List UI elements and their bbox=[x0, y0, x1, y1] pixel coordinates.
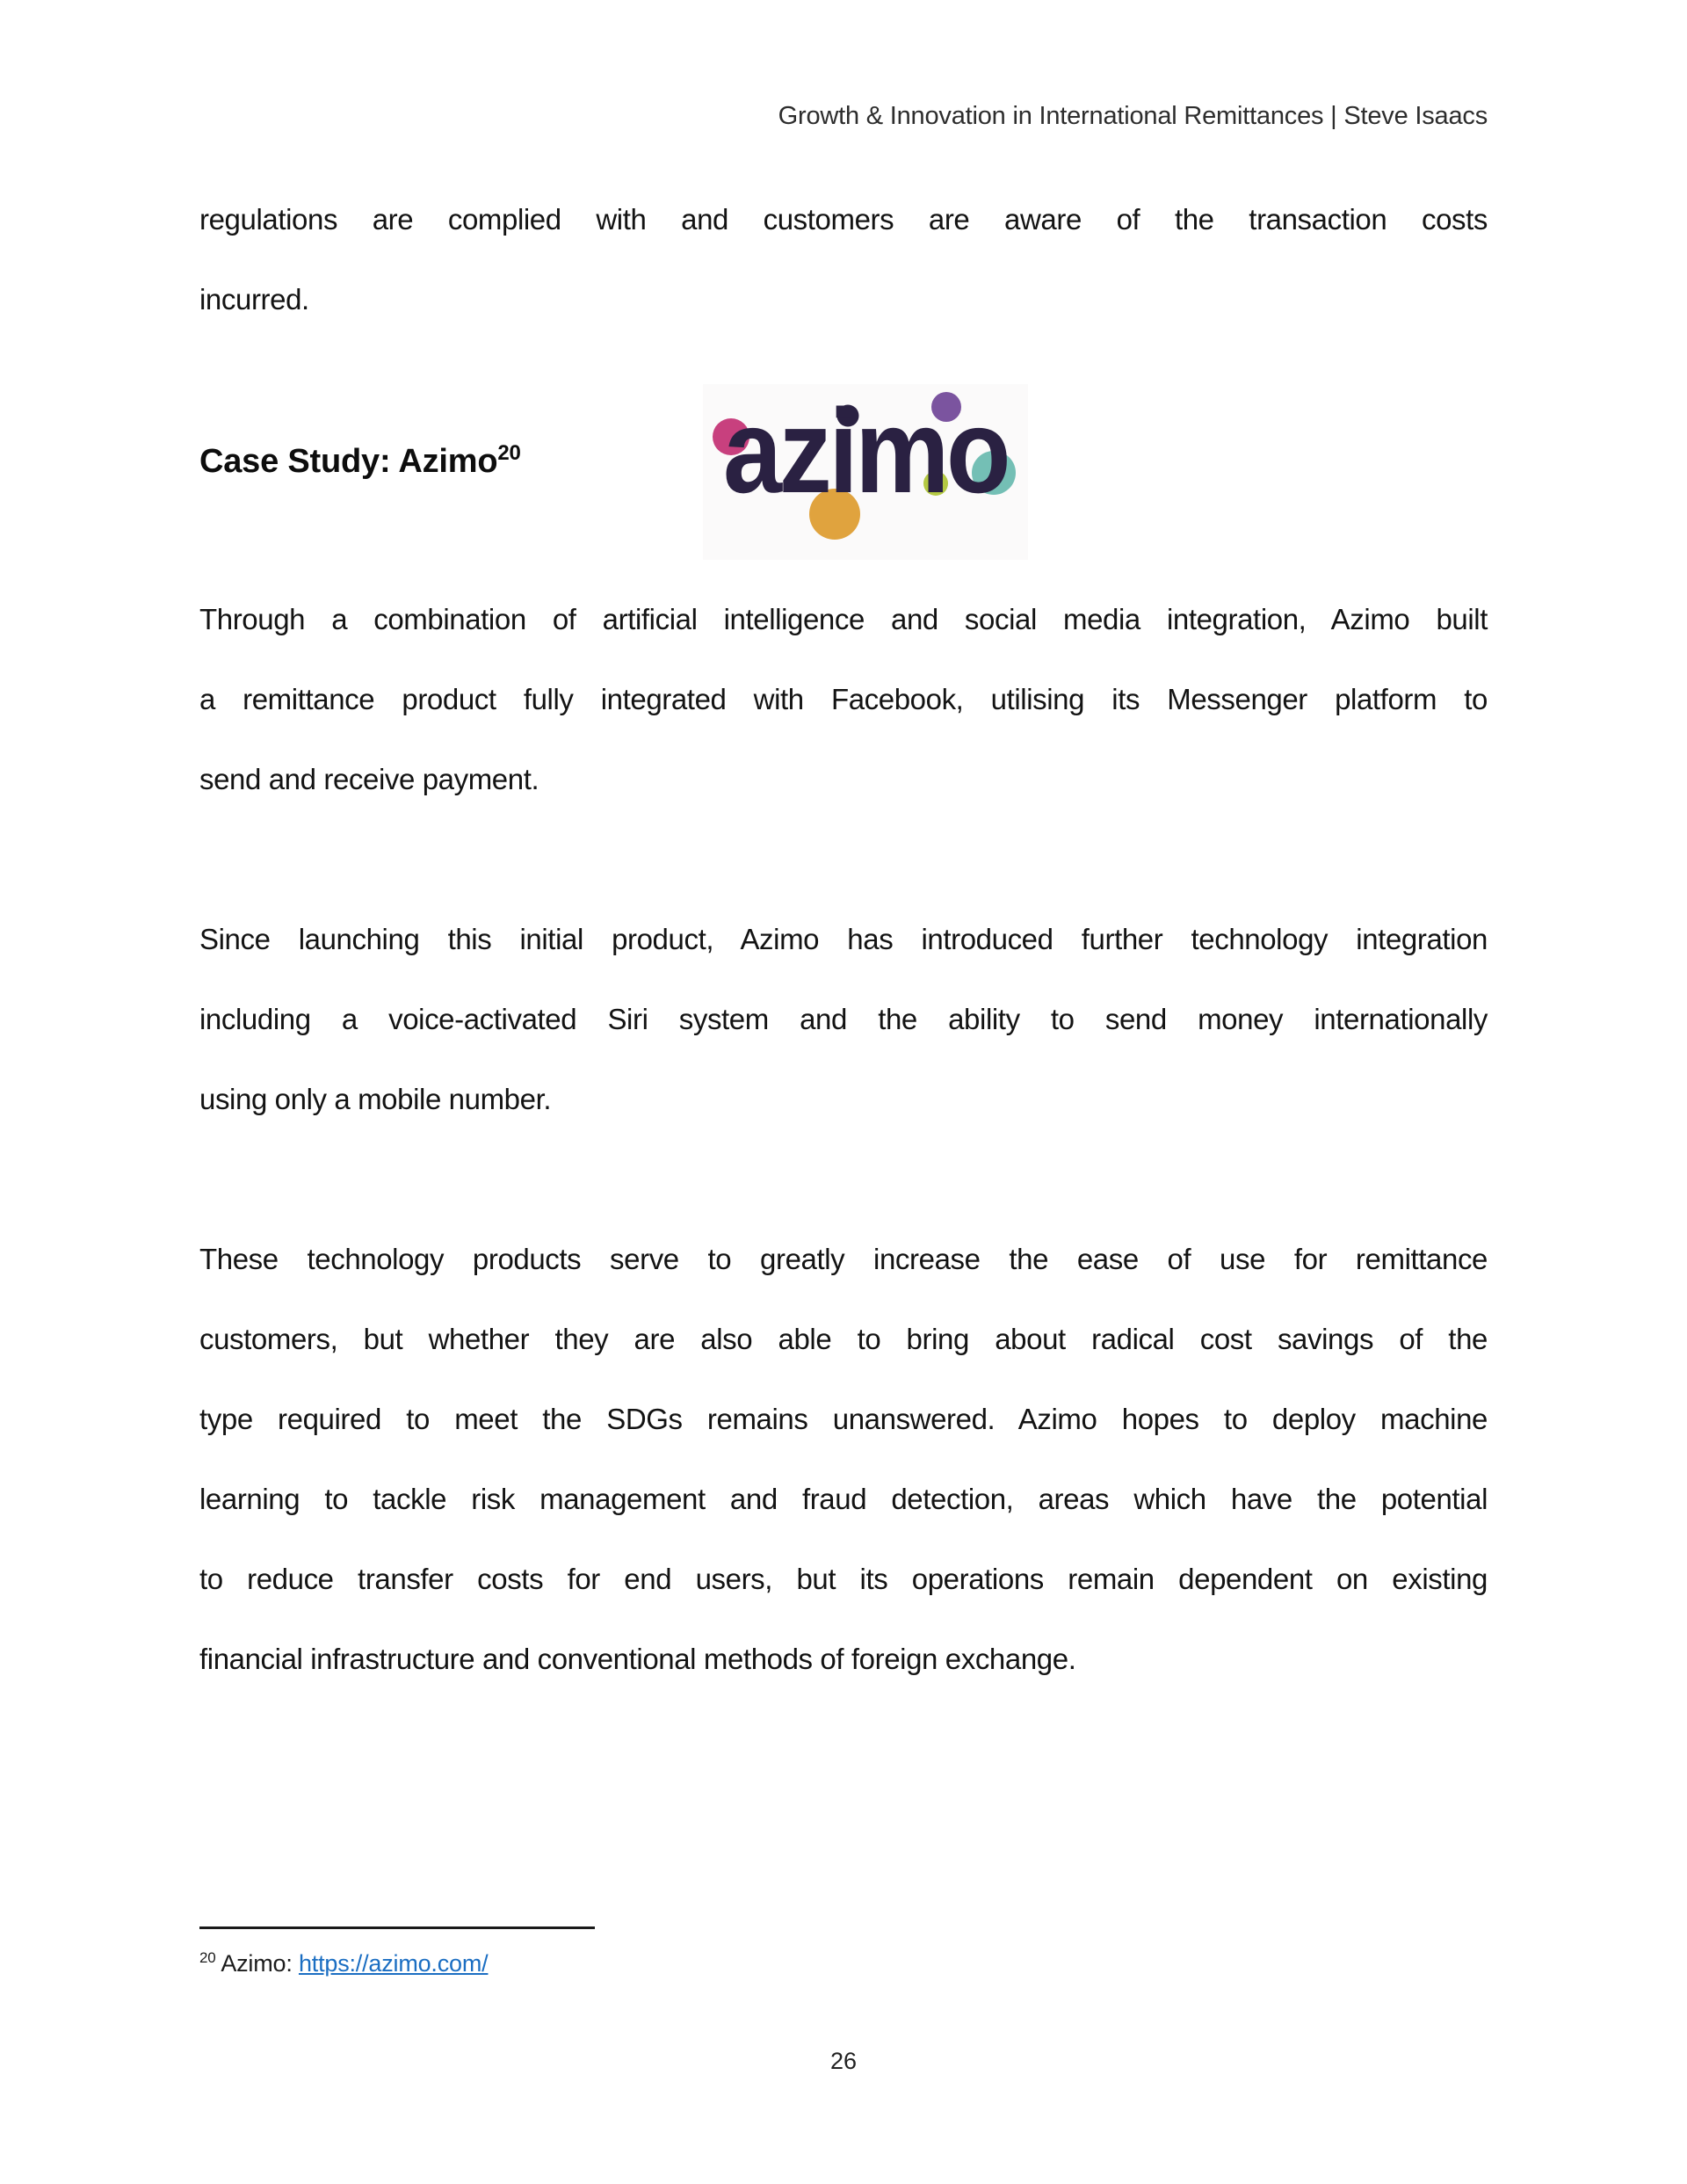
text-line: a remittance product fully integrated with Facebook, utilising its Messenger platform to bbox=[199, 683, 1488, 715]
footnote-reference-superscript: 20 bbox=[497, 441, 521, 465]
footnote-label: Azimo: bbox=[221, 1950, 293, 1977]
azimo-logo-image bbox=[703, 384, 1028, 560]
text-line: using only a mobile number. bbox=[199, 1083, 552, 1115]
footnote-marker: 20 bbox=[199, 1949, 216, 1966]
paragraph-siri-mobile bbox=[199, 899, 1488, 1139]
paragraph-regulations bbox=[199, 179, 1488, 339]
text-line: These technology products serve to greatly increase the ease of use for remittance bbox=[199, 1243, 1488, 1275]
azimo-logo bbox=[703, 384, 1028, 560]
text-line: customers, but whether they are also able to bring about radical cost savings of the bbox=[199, 1323, 1488, 1355]
text-line: regulations are complied with and customers are aware of the transaction costs bbox=[199, 203, 1488, 236]
footnote-separator-rule bbox=[199, 1926, 595, 1929]
text-line: including a voice-activated Siri system and the ability to send money internationally bbox=[199, 1003, 1488, 1035]
text-line: send and receive payment. bbox=[199, 763, 539, 795]
text-line: learning to tackle risk management and fraud detection, areas which have the potential bbox=[199, 1483, 1488, 1515]
paragraph-facebook-integration bbox=[199, 579, 1488, 819]
text-line: Through a combination of artificial intelligence and social media integration, Azimo built bbox=[199, 603, 1488, 635]
running-header: Growth & Innovation in International Remittances | Steve Isaacs bbox=[778, 102, 1488, 130]
azimo-wordmark: azimo bbox=[723, 384, 1008, 518]
text-line: incurred. bbox=[199, 283, 309, 316]
footnote-link[interactable]: https://azimo.com/ bbox=[298, 1950, 489, 1977]
text-line: financial infrastructure and conventional methods of foreign exchange. bbox=[199, 1643, 1076, 1675]
page-number: 26 bbox=[829, 2048, 858, 2074]
case-study-heading bbox=[199, 441, 521, 482]
text-line: type required to meet the SDGs remains unanswered. Azimo hopes to deploy machine bbox=[199, 1403, 1488, 1435]
paragraph-technology-products bbox=[199, 1219, 1488, 1699]
footnote bbox=[199, 1946, 1078, 1981]
text-line: to reduce transfer costs for end users, but its operations remain dependent on existing bbox=[199, 1563, 1488, 1595]
text-line: Since launching this initial product, Azimo has introduced further technology integration bbox=[199, 923, 1488, 955]
case-study-heading-text: Case Study: Azimo bbox=[199, 443, 498, 480]
